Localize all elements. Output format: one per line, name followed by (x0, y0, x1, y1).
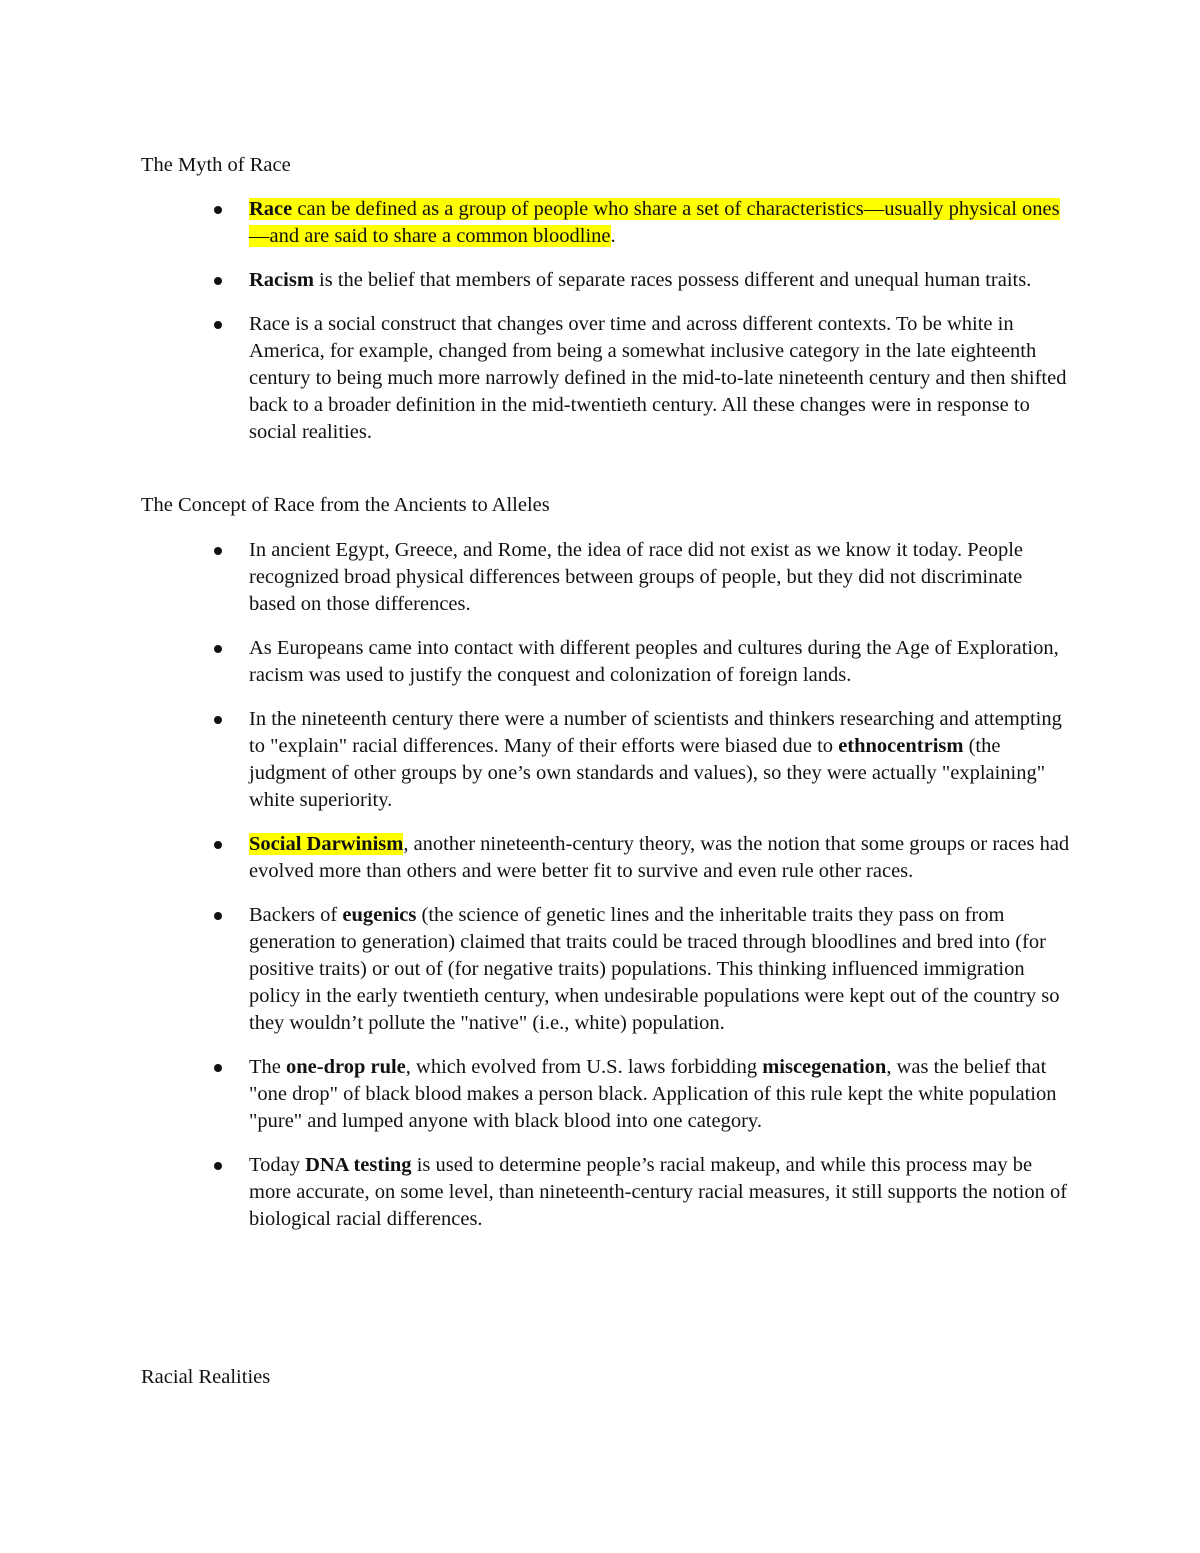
bullet-dot-icon (214, 321, 222, 329)
bullet-list-myth-of-race (141, 196, 1071, 463)
text-run: , another nineteenth-century theory, was the notion that some groups or races had evolved more than others and were better fit to survive and even rule other races. (249, 833, 1070, 882)
bullet-dot-icon (214, 841, 222, 849)
bold-term: miscegenation (762, 1056, 887, 1078)
text-run: The (249, 1056, 286, 1078)
text-run: can be defined as a group of people who share a set of characteristics—usually physical ones—and are said to share a common bloodline (249, 198, 1060, 247)
bold-term: Racism (249, 269, 314, 291)
bullet-item (141, 706, 1071, 814)
bullet-text (249, 539, 1023, 615)
bullet-dot-icon (214, 1064, 222, 1072)
bullet-text (249, 637, 1059, 686)
bullet-item (141, 267, 1071, 294)
bold-term: ethnocentrism (838, 735, 964, 757)
text-run: Backers of (249, 904, 343, 926)
text-run: (the science of genetic lines and the inheritable traits they pass on from generation to generation) claimed that traits could be traced through bloodlines and bred into (for positive traits) or out of (for negative traits) populations. This thinking influenced immigration policy in the early twentieth century, when undesirable populations were kept out of the country so they wouldn’t pollute the "native" (i.e., white) population. (249, 904, 1060, 1034)
text-run: (the judgment of other groups by one’s own standards and values), so they were actually "explaining" white superiority. (249, 735, 1046, 811)
text-run: Today (249, 1154, 306, 1176)
bold-term: one-drop rule (286, 1056, 406, 1078)
bullet-item (141, 1152, 1071, 1233)
bullet-item (141, 537, 1071, 618)
bullet-dot-icon (214, 645, 222, 653)
bullet-item (141, 831, 1071, 885)
text-run: In the nineteenth century there were a number of scientists and thinkers researching and attempting to "explain" racial differences. Many of their efforts were biased due to (249, 708, 1062, 757)
text-run: Race is a social construct that changes over time and across different contexts. To be white in America, for example, changed from being a somewhat inclusive category in the late eighteenth century to being much more narrowly defined in the mid-to-late nineteenth century and then shifted back to a broader definition in the mid-twentieth century. All these changes were in response to social realities. (249, 313, 1067, 443)
bullet-dot-icon (214, 1162, 222, 1170)
bullet-text (249, 1154, 1067, 1230)
bullet-item (141, 902, 1071, 1037)
text-run: is used to determine people’s racial makeup, and while this process may be more accurate, on some level, than nineteenth-century racial measures, it still supports the notion of biological racial differences. (249, 1154, 1068, 1230)
bullet-dot-icon (214, 547, 222, 555)
bullet-dot-icon (214, 912, 222, 920)
bullet-dot-icon (214, 277, 222, 285)
text-run: . (610, 225, 616, 247)
bullet-text (249, 313, 1066, 443)
section-heading-myth-of-race: The Myth of Race (141, 154, 291, 176)
bullet-item (141, 196, 1071, 250)
text-run: As Europeans came into contact with different peoples and cultures during the Age of Exploration, racism was used to justify the conquest and colonization of foreign lands. (249, 637, 1059, 686)
bullet-item (141, 311, 1071, 446)
bullet-text (249, 833, 1069, 882)
text-run: In ancient Egypt, Greece, and Rome, the idea of race did not exist as we know it today. People recognized broad physical differences between groups of people, but they did not discriminate based on those differences. (249, 539, 1024, 615)
bold-term: eugenics (342, 904, 417, 926)
bold-term: Social Darwinism (249, 833, 404, 855)
bullet-dot-icon (214, 206, 222, 214)
section-heading-concept-of-race: The Concept of Race from the Ancients to Alleles (141, 494, 550, 516)
bullet-list-concept-of-race (141, 537, 1071, 1250)
bullet-text (249, 1056, 1057, 1132)
bullet-dot-icon (214, 716, 222, 724)
bullet-text (249, 708, 1062, 811)
bullet-item (141, 1054, 1071, 1135)
bullet-text (249, 269, 1031, 291)
section-heading-racial-realities: Racial Realities (141, 1366, 271, 1388)
bold-term: DNA testing (305, 1154, 412, 1176)
text-run: , was the belief that "one drop" of black blood makes a person black. Application of this rule kept the white population "pure" and lumped anyone with black blood into one category. (249, 1056, 1057, 1132)
bullet-text (249, 904, 1059, 1034)
bullet-text (249, 198, 1060, 247)
text-run: is the belief that members of separate races possess different and unequal human traits. (313, 269, 1032, 291)
text-run: , which evolved from U.S. laws forbidding (405, 1056, 763, 1078)
bullet-item (141, 635, 1071, 689)
bold-term: Race (249, 198, 293, 220)
